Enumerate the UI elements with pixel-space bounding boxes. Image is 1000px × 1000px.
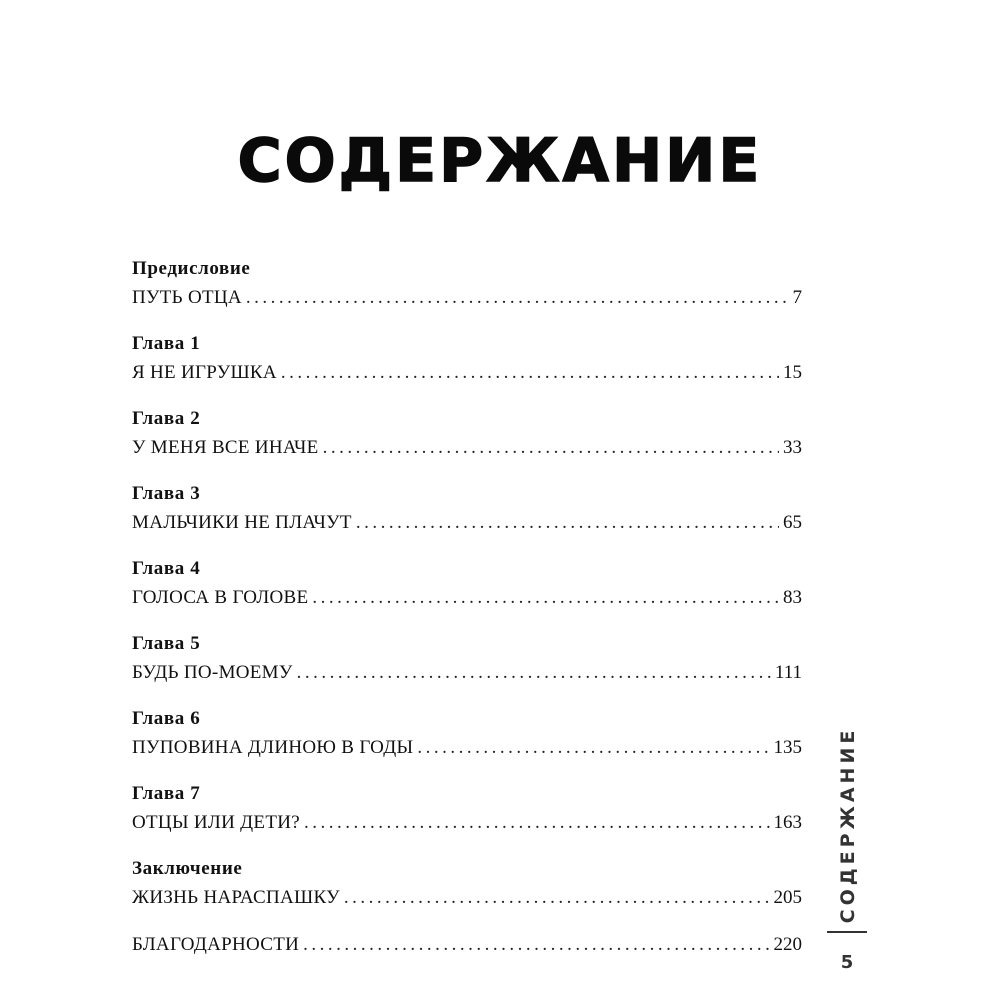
toc-section-acknowledgements [132,930,802,960]
page-number-rule [827,931,867,933]
entry-page-number: 7 [792,287,802,308]
dot-leader [281,358,779,388]
entry-page-number: 15 [783,362,802,383]
entry-title: БЛАГОДАРНОСТИ [132,934,300,955]
toc-entry[interactable] [132,733,802,763]
running-header-vertical: СОДЕРЖАНИЕ [837,726,859,924]
entry-page-number: 135 [773,737,802,758]
toc-entry[interactable] [132,358,802,388]
entry-page-number: 111 [774,662,802,683]
entry-title: ГОЛОСА В ГОЛОВЕ [132,587,309,608]
entry-page-number: 205 [773,887,802,908]
section-label: Глава 4 [132,558,201,579]
section-label: Предисловие [132,258,251,279]
toc-entry[interactable] [132,583,802,613]
entry-page-number: 163 [773,812,802,833]
dot-leader [356,508,779,538]
toc-entry[interactable] [132,930,802,960]
dot-leader [297,658,771,688]
entry-title: ЖИЗНЬ НАРАСПАШКУ [132,887,340,908]
dot-leader [303,930,769,960]
toc-section-preface [132,255,802,313]
section-label: Глава 2 [132,408,201,429]
entry-page-number: 83 [783,587,802,608]
entry-title: Я НЕ ИГРУШКА [132,362,277,383]
entry-title: БУДЬ ПО-МОЕМУ [132,662,293,683]
toc-section-chapter-2 [132,405,802,463]
entry-title: ПУПОВИНА ДЛИНОЮ В ГОДЫ [132,737,414,758]
dot-leader [323,433,779,463]
dot-leader [312,583,779,613]
page-title: СОДЕРЖАНИЕ [237,126,763,196]
toc-entry[interactable] [132,883,802,913]
toc-section-chapter-3 [132,480,802,538]
toc-entry[interactable] [132,658,802,688]
entry-page-number: 220 [773,934,802,955]
section-label: Заключение [132,858,243,879]
dot-leader [417,733,769,763]
section-label: Глава 6 [132,708,201,729]
entry-title: ПУТЬ ОТЦА [132,287,242,308]
entry-page-number: 65 [783,512,802,533]
dot-leader [344,883,770,913]
section-label: Глава 3 [132,483,201,504]
toc-entry[interactable] [132,508,802,538]
entry-title: У МЕНЯ ВСЕ ИНАЧЕ [132,437,319,458]
toc-entry[interactable] [132,283,802,313]
toc-section-chapter-5 [132,630,802,688]
toc-section-chapter-1 [132,330,802,388]
dot-leader [304,808,770,838]
section-label: Глава 7 [132,783,201,804]
toc-section-conclusion [132,855,802,913]
dot-leader [246,283,789,313]
section-label: Глава 1 [132,333,201,354]
toc-section-chapter-7 [132,780,802,838]
toc-entry[interactable] [132,808,802,838]
entry-page-number: 33 [783,437,802,458]
section-label: Глава 5 [132,633,201,654]
toc-entry[interactable] [132,433,802,463]
page-number: 5 [840,952,854,973]
entry-title: ОТЦЫ ИЛИ ДЕТИ? [132,812,300,833]
table-of-contents [132,255,802,977]
toc-section-chapter-4 [132,555,802,613]
toc-section-chapter-6 [132,705,802,763]
entry-title: МАЛЬЧИКИ НЕ ПЛАЧУТ [132,512,352,533]
